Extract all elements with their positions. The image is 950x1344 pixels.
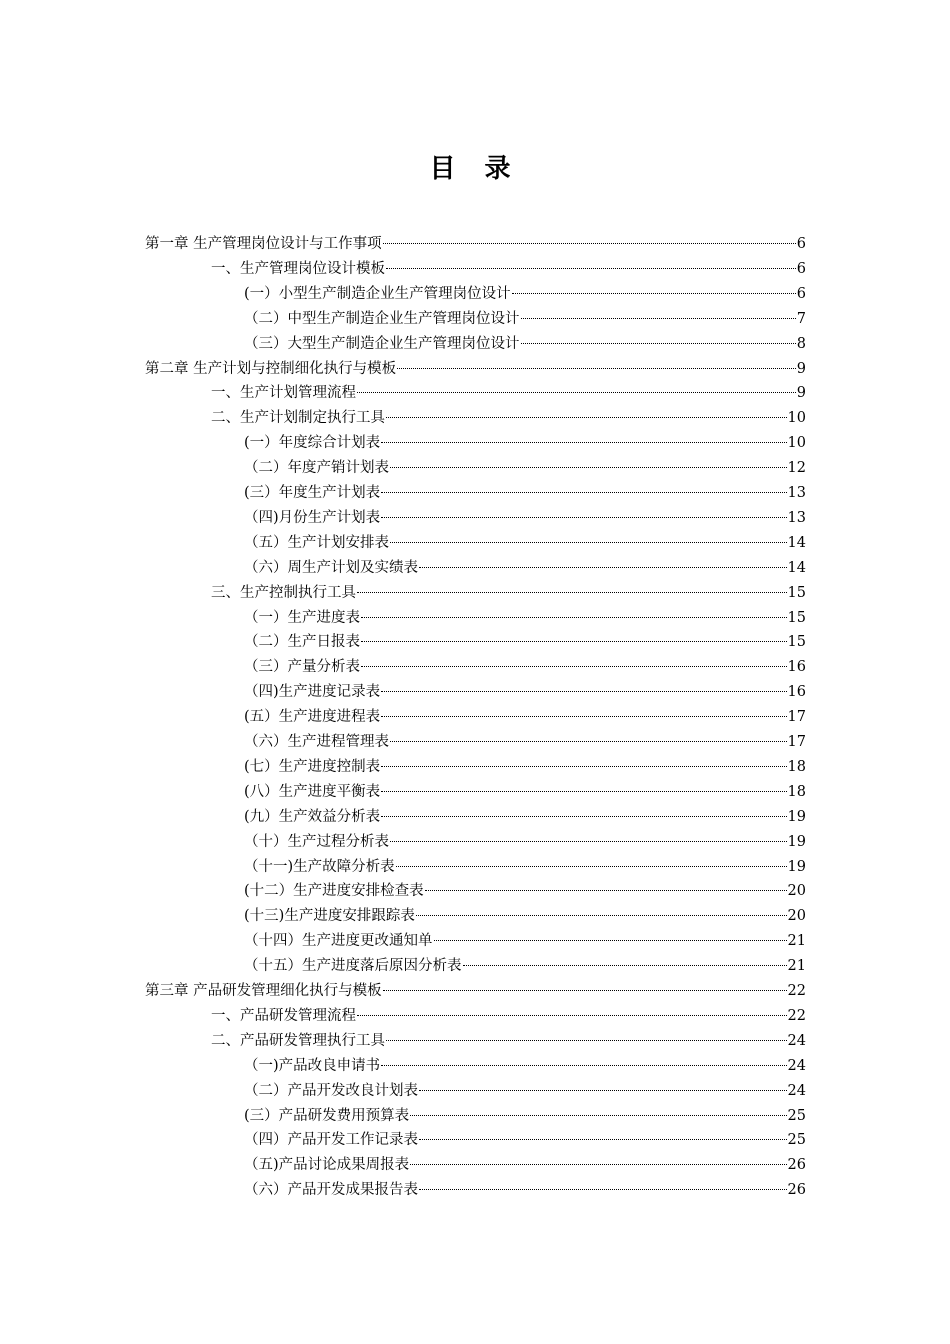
toc-entry[interactable] [145, 979, 806, 1004]
toc-entry-page-number: 15 [787, 609, 806, 626]
toc-leader-dots [390, 542, 787, 543]
toc-entry-page-number: 18 [787, 783, 806, 800]
toc-entry-page-number: 17 [787, 709, 806, 726]
toc-entry-label: （二）年度产销计划表 [244, 460, 389, 477]
toc-leader-dots [390, 741, 787, 742]
toc-leader-dots [419, 1090, 787, 1091]
toc-leader-dots [390, 467, 787, 468]
toc-entry-label: (九）生产效益分析表 [244, 808, 381, 825]
toc-entry-page-number: 16 [787, 659, 806, 676]
toc-entry-page-number: 19 [787, 833, 806, 850]
toc-entry-label: 第二章 生产计划与控制细化执行与模板 [145, 360, 397, 377]
toc-leader-dots [463, 965, 787, 966]
toc-leader-dots [357, 1015, 787, 1016]
toc-leader-dots [521, 343, 796, 344]
toc-entry-label: （一)产品改良申请书 [244, 1057, 381, 1074]
toc-entry-label: （三）大型生产制造企业生产管理岗位设计 [244, 335, 520, 352]
toc-entry[interactable] [244, 282, 806, 307]
toc-entry-label: （十四）生产进度更改通知单 [244, 933, 433, 950]
toc-entry[interactable] [244, 456, 806, 481]
toc-leader-dots [419, 1189, 787, 1190]
toc-entry[interactable] [244, 879, 806, 904]
toc-entry[interactable] [244, 630, 806, 655]
toc-entry-page-number: 15 [787, 634, 806, 651]
toc-entry-label: （三）产量分析表 [244, 659, 360, 676]
toc-entry-label: （四)月份生产计划表 [244, 509, 381, 526]
toc-leader-dots [381, 442, 786, 443]
toc-entry[interactable] [244, 431, 806, 456]
toc-leader-dots [410, 1164, 786, 1165]
toc-entry[interactable] [244, 755, 806, 780]
toc-entry-page-number: 22 [787, 983, 806, 999]
toc-entry[interactable] [244, 1054, 806, 1079]
toc-entry-page-number: 13 [787, 509, 806, 526]
toc-entry-page-number: 18 [787, 758, 806, 775]
toc-entry-label: （五)产品讨论成果周报表 [244, 1157, 410, 1174]
toc-entry-label: 二、生产计划制定执行工具 [211, 410, 385, 427]
toc-entry-page-number: 19 [787, 808, 806, 825]
toc-entry[interactable] [244, 481, 806, 506]
toc-entry-label: （五）生产计划安排表 [244, 534, 389, 551]
toc-entry[interactable] [244, 830, 806, 855]
toc-leader-dots [361, 641, 787, 642]
toc-leader-dots [512, 293, 796, 294]
toc-entry-label: （四）产品开发工作记录表 [244, 1132, 418, 1149]
toc-entry-label: （一）生产进度表 [244, 609, 360, 626]
toc-entry[interactable] [244, 1178, 806, 1203]
toc-entry-label: （二）生产日报表 [244, 634, 360, 651]
toc-leader-dots [381, 1065, 786, 1066]
toc-leader-dots [425, 890, 787, 891]
toc-leader-dots [410, 1115, 786, 1116]
toc-leader-dots [390, 841, 787, 842]
toc-entry-label: 一、生产计划管理流程 [211, 385, 356, 402]
toc-leader-dots [361, 617, 787, 618]
toc-entry-label: (三）产品研发费用预算表 [244, 1107, 410, 1124]
toc-entry-page-number: 6 [796, 285, 806, 302]
toc-entry-page-number: 9 [796, 385, 806, 402]
toc-entry[interactable] [244, 705, 806, 730]
toc-entry-page-number: 25 [787, 1132, 806, 1149]
toc-entry-label: 一、产品研发管理流程 [211, 1007, 356, 1024]
toc-entry-label: (七）生产进度控制表 [244, 758, 381, 775]
toc-entry-label: （六）产品开发成果报告表 [244, 1182, 418, 1199]
toc-entry[interactable] [244, 332, 806, 357]
toc-entry[interactable] [244, 307, 806, 332]
toc-entry-label: 第一章 生产管理岗位设计与工作事项 [145, 236, 382, 252]
toc-entry-label: (三）年度生产计划表 [244, 485, 381, 501]
toc-entry[interactable] [244, 780, 806, 805]
toc-entry-page-number: 17 [787, 734, 806, 750]
toc-leader-dots [381, 766, 786, 767]
toc-entry-page-number: 9 [796, 360, 806, 377]
toc-entry[interactable] [244, 680, 806, 705]
toc-entry[interactable] [244, 1153, 806, 1178]
toc-entry[interactable] [244, 904, 806, 929]
toc-entry-page-number: 13 [787, 485, 806, 501]
toc-entry-page-number: 14 [787, 534, 806, 551]
toc-entry-label: (十三)生产进度安排跟踪表 [244, 908, 415, 925]
toc-leader-dots [381, 691, 786, 692]
toc-leader-dots [386, 417, 787, 418]
toc-entry-label: （十一)生产故障分析表 [244, 858, 395, 875]
toc-leader-dots [419, 1139, 787, 1140]
toc-leader-dots [396, 866, 787, 867]
toc-entry[interactable] [211, 1029, 806, 1054]
toc-entry-label: (一）小型生产制造企业生产管理岗位设计 [244, 285, 511, 302]
toc-leader-dots [381, 791, 786, 792]
toc-entry-label: 第三章 产品研发管理细化执行与模板 [145, 983, 382, 999]
toc-entry[interactable] [145, 232, 806, 257]
toc-entry-label: (五）生产进度进程表 [244, 709, 381, 726]
toc-leader-dots [386, 268, 796, 269]
toc-entry[interactable] [244, 531, 806, 556]
toc-leader-dots [383, 243, 796, 244]
toc-entry[interactable] [244, 655, 806, 680]
toc-entry-page-number: 12 [787, 460, 806, 477]
toc-entry-page-number: 6 [796, 260, 806, 277]
toc-entry-page-number: 20 [787, 883, 806, 900]
toc-leader-dots [521, 318, 796, 319]
toc-entry-page-number: 22 [787, 1007, 806, 1024]
toc-entry-page-number: 26 [787, 1182, 806, 1199]
toc-entry-page-number: 24 [787, 1057, 806, 1074]
toc-entry-page-number: 19 [787, 858, 806, 875]
toc-leader-dots [381, 716, 786, 717]
toc-entry[interactable] [244, 730, 806, 755]
toc-entry-page-number: 8 [796, 335, 806, 352]
toc-entry-page-number: 10 [787, 435, 806, 452]
toc-leader-dots [416, 915, 787, 916]
toc-entry[interactable] [211, 381, 806, 406]
toc-leader-dots [397, 368, 796, 369]
toc-entry-label: 一、生产管理岗位设计模板 [211, 260, 385, 277]
toc-entry[interactable] [211, 581, 806, 606]
toc-entry-label: （二）产品开发改良计划表 [244, 1082, 418, 1099]
toc-entry[interactable] [244, 556, 806, 581]
toc-entry[interactable] [145, 357, 806, 382]
toc-entry[interactable] [244, 954, 806, 979]
toc-entry[interactable] [244, 1079, 806, 1104]
toc-leader-dots [381, 517, 786, 518]
toc-leader-dots [386, 1040, 787, 1041]
toc-entry-label: (八）生产进度平衡表 [244, 783, 381, 800]
toc-leader-dots [361, 666, 787, 667]
toc-entry-label: （十）生产过程分析表 [244, 833, 389, 850]
toc-entry-page-number: 16 [787, 684, 806, 701]
toc-entry-page-number: 7 [796, 310, 806, 327]
toc-leader-dots [381, 492, 786, 493]
toc-leader-dots [419, 567, 787, 568]
toc-leader-dots [434, 940, 787, 941]
toc-entry-page-number: 15 [787, 584, 806, 601]
toc-entry-label: 三、生产控制执行工具 [211, 584, 356, 601]
toc-entry[interactable] [211, 1004, 806, 1029]
toc-leader-dots [357, 592, 787, 593]
toc-entry[interactable] [244, 1104, 806, 1129]
toc-entry-page-number: 6 [796, 236, 806, 252]
toc-entry-page-number: 10 [787, 410, 806, 427]
toc-entry-label: （二）中型生产制造企业生产管理岗位设计 [244, 310, 520, 327]
toc-entry-label: （六）周生产计划及实绩表 [244, 559, 418, 576]
toc-leader-dots [381, 816, 786, 817]
toc-entry-page-number: 21 [787, 958, 806, 975]
toc-entry[interactable] [244, 1128, 806, 1153]
page-title: 目 录 [429, 154, 521, 184]
toc-entry-label: （十五）生产进度落后原因分析表 [244, 958, 462, 975]
toc-entry-label: (一）年度综合计划表 [244, 435, 381, 452]
toc-entry-page-number: 26 [787, 1157, 806, 1174]
toc-entry-page-number: 24 [787, 1032, 806, 1049]
toc-leader-dots [357, 392, 796, 393]
toc-entry[interactable] [244, 855, 806, 880]
toc-entry[interactable] [211, 257, 806, 282]
toc-entry-page-number: 21 [787, 933, 806, 950]
toc-leader-dots [383, 990, 787, 991]
toc-entry[interactable] [244, 606, 806, 631]
toc-entry[interactable] [244, 929, 806, 954]
toc-entry-label: 二、产品研发管理执行工具 [211, 1032, 385, 1049]
toc-entry-page-number: 14 [787, 559, 806, 576]
toc-entry-label: (十二）生产进度安排检查表 [244, 883, 424, 900]
toc-entry-label: （四)生产进度记录表 [244, 684, 381, 701]
toc-entry[interactable] [211, 406, 806, 431]
toc-entry-page-number: 20 [787, 908, 806, 925]
toc-entry-page-number: 25 [787, 1107, 806, 1124]
toc-entry[interactable] [244, 506, 806, 531]
toc-entry[interactable] [244, 805, 806, 830]
toc-entry-label: （六）生产进程管理表 [244, 734, 389, 750]
toc-entry-page-number: 24 [787, 1082, 806, 1099]
